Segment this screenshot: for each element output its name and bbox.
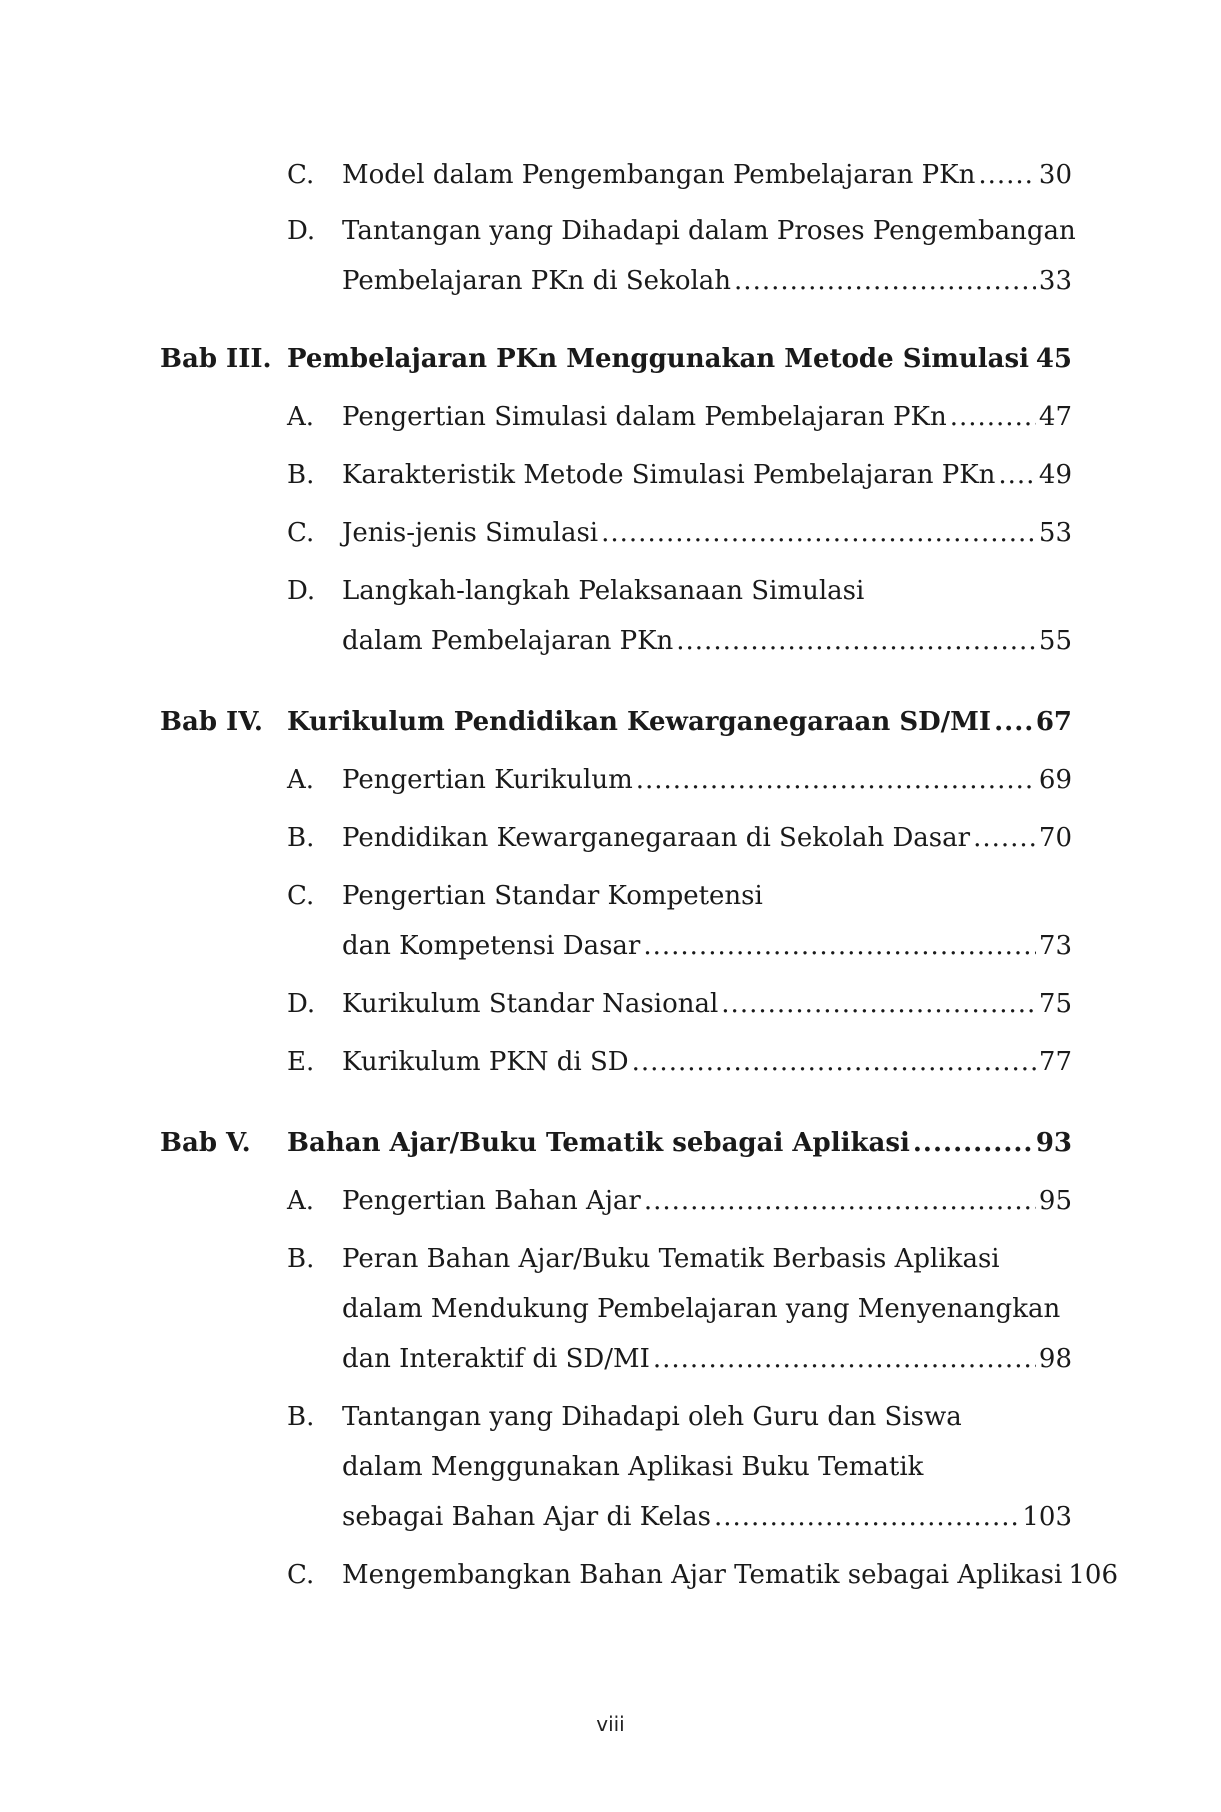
entry-line [342, 921, 1072, 971]
entry-letter: C. [287, 1560, 315, 1590]
entry-line [342, 508, 1072, 558]
toc-entry-continued [0, 921, 1221, 971]
chapter-number: Bab III. [160, 344, 272, 374]
entry-page: 49 [1038, 460, 1072, 490]
chapter-number: Bab V. [160, 1128, 251, 1158]
chapter-number: Bab IV. [160, 707, 263, 737]
toc-entry [0, 1550, 1221, 1600]
entry-title-line: Tantangan yang Dihadapi dalam Proses Pengembangan [342, 216, 1076, 246]
entry-letter: C. [287, 160, 315, 190]
entry-title: dan Interaktif di SD/MI [342, 1344, 650, 1374]
toc-entry [0, 566, 1221, 616]
entry-title: Pendidikan Kewarganegaraan di Sekolah Dasar [342, 823, 971, 853]
toc-chapter [0, 334, 1221, 384]
entry-title: Pembelajaran PKn di Sekolah [342, 266, 732, 296]
leader-dots [676, 616, 1036, 666]
toc-entry [0, 1037, 1221, 1087]
toc-entry [0, 1234, 1221, 1284]
entry-letter: D. [287, 576, 316, 606]
leader-dots [994, 697, 1033, 747]
entry-page: 67 [1035, 707, 1072, 737]
toc-entry [0, 979, 1221, 1029]
entry-page: 53 [1038, 518, 1072, 548]
entry-title: Pengertian Kurikulum [342, 765, 633, 795]
leader-dots [644, 1176, 1036, 1226]
leader-dots [998, 450, 1036, 500]
entry-page: 98 [1038, 1344, 1072, 1374]
toc-entry [0, 813, 1221, 863]
leader-dots [973, 813, 1036, 863]
entry-letter: E. [287, 1047, 315, 1077]
leader-dots [1032, 334, 1033, 384]
entry-page: 70 [1038, 823, 1072, 853]
toc-entry-continued [0, 256, 1221, 306]
entry-title: Jenis-jenis Simulasi [342, 518, 599, 548]
entry-line [342, 813, 1072, 863]
entry-title: dalam Pembelajaran PKn [342, 626, 674, 656]
entry-title-line: dalam Menggunakan Aplikasi Buku Tematik [342, 1452, 924, 1482]
entry-page: 106 [1068, 1560, 1118, 1590]
chapter-title: Kurikulum Pendidikan Kewarganegaraan SD/MI [287, 707, 992, 737]
entry-letter: B. [287, 823, 315, 853]
leader-dots [978, 150, 1036, 200]
leader-dots [653, 1334, 1036, 1384]
entry-page: 73 [1038, 931, 1072, 961]
leader-dots [632, 1037, 1036, 1087]
entry-letter: A. [287, 402, 315, 432]
toc-entry [0, 206, 1221, 256]
entry-line [342, 1176, 1072, 1226]
entry-page: 33 [1038, 266, 1072, 296]
entry-page: 30 [1038, 160, 1072, 190]
toc-chapter [0, 1118, 1221, 1168]
entry-page: 93 [1035, 1128, 1072, 1158]
leader-dots [601, 508, 1036, 558]
entry-title: Kurikulum Standar Nasional [342, 989, 719, 1019]
entry-page: 77 [1038, 1047, 1072, 1077]
entry-letter: C. [287, 881, 315, 911]
toc-entry [0, 508, 1221, 558]
entry-line [342, 1334, 1072, 1384]
leader-dots [734, 256, 1036, 306]
leader-dots [714, 1492, 1019, 1542]
entry-page: 103 [1022, 1502, 1072, 1532]
entry-line [342, 392, 1072, 442]
entry-title: Mengembangkan Bahan Ajar Tematik sebagai Aplikasi [342, 1560, 1063, 1590]
entry-letter: A. [287, 1186, 315, 1216]
entry-title: Kurikulum PKN di SD [342, 1047, 629, 1077]
leader-dots [913, 1118, 1033, 1168]
entry-line [342, 979, 1072, 1029]
chapter-title: Bahan Ajar/Buku Tematik sebagai Aplikasi [287, 1128, 910, 1158]
leader-dots [721, 979, 1036, 1029]
entry-title: dan Kompetensi Dasar [342, 931, 641, 961]
entry-line [287, 1118, 1072, 1168]
entry-line [342, 1550, 1118, 1600]
toc-entry-continued [0, 1442, 1221, 1492]
entry-title: Pengertian Bahan Ajar [342, 1186, 641, 1216]
entry-letter: B. [287, 460, 315, 490]
leader-dots [643, 921, 1036, 971]
entry-line [342, 256, 1072, 306]
entry-letter: D. [287, 989, 316, 1019]
entry-title: Karakteristik Metode Simulasi Pembelajaran PKn [342, 460, 996, 490]
entry-letter: A. [287, 765, 315, 795]
toc-entry-continued [0, 1284, 1221, 1334]
entry-title: sebagai Bahan Ajar di Kelas [342, 1502, 711, 1532]
toc-entry [0, 150, 1221, 200]
entry-title-line: dalam Mendukung Pembelajaran yang Menyenangkan [342, 1294, 1061, 1324]
toc-entry [0, 450, 1221, 500]
entry-page: 95 [1038, 1186, 1072, 1216]
toc-entry [0, 1176, 1221, 1226]
entry-line [342, 1492, 1072, 1542]
entry-title: Model dalam Pengembangan Pembelajaran PKn [342, 160, 976, 190]
entry-page: 47 [1038, 402, 1072, 432]
entry-line [342, 450, 1072, 500]
entry-page: 55 [1038, 626, 1072, 656]
entry-line [287, 697, 1072, 747]
entry-line [287, 334, 1072, 384]
toc-entry-continued [0, 1334, 1221, 1384]
entry-title-line: Langkah-langkah Pelaksanaan Simulasi [342, 576, 865, 606]
toc-entry-continued [0, 616, 1221, 666]
entry-page: 75 [1038, 989, 1072, 1019]
toc-entry [0, 1392, 1221, 1442]
entry-letter: B. [287, 1402, 315, 1432]
entry-page: 45 [1035, 344, 1072, 374]
entry-page: 69 [1038, 765, 1072, 795]
entry-line [342, 1037, 1072, 1087]
entry-title-line: Tantangan yang Dihadapi oleh Guru dan Siswa [342, 1402, 962, 1432]
chapter-title: Pembelajaran PKn Menggunakan Metode Simulasi [287, 344, 1030, 374]
entry-letter: C. [287, 518, 315, 548]
toc-entry [0, 755, 1221, 805]
page-number: viii [596, 1712, 625, 1736]
toc-entry [0, 871, 1221, 921]
toc-entry [0, 392, 1221, 442]
entry-title-line: Peran Bahan Ajar/Buku Tematik Berbasis Aplikasi [342, 1244, 1000, 1274]
entry-line [342, 616, 1072, 666]
entry-title: Pengertian Simulasi dalam Pembelajaran PKn [342, 402, 947, 432]
entry-letter: B. [287, 1244, 315, 1274]
toc-chapter [0, 697, 1221, 747]
leader-dots [950, 392, 1036, 442]
toc-entry-continued [0, 1492, 1221, 1542]
entry-letter: D. [287, 216, 316, 246]
entry-title-line: Pengertian Standar Kompetensi [342, 881, 763, 911]
entry-line [342, 755, 1072, 805]
entry-line [342, 150, 1072, 200]
leader-dots [636, 755, 1036, 805]
